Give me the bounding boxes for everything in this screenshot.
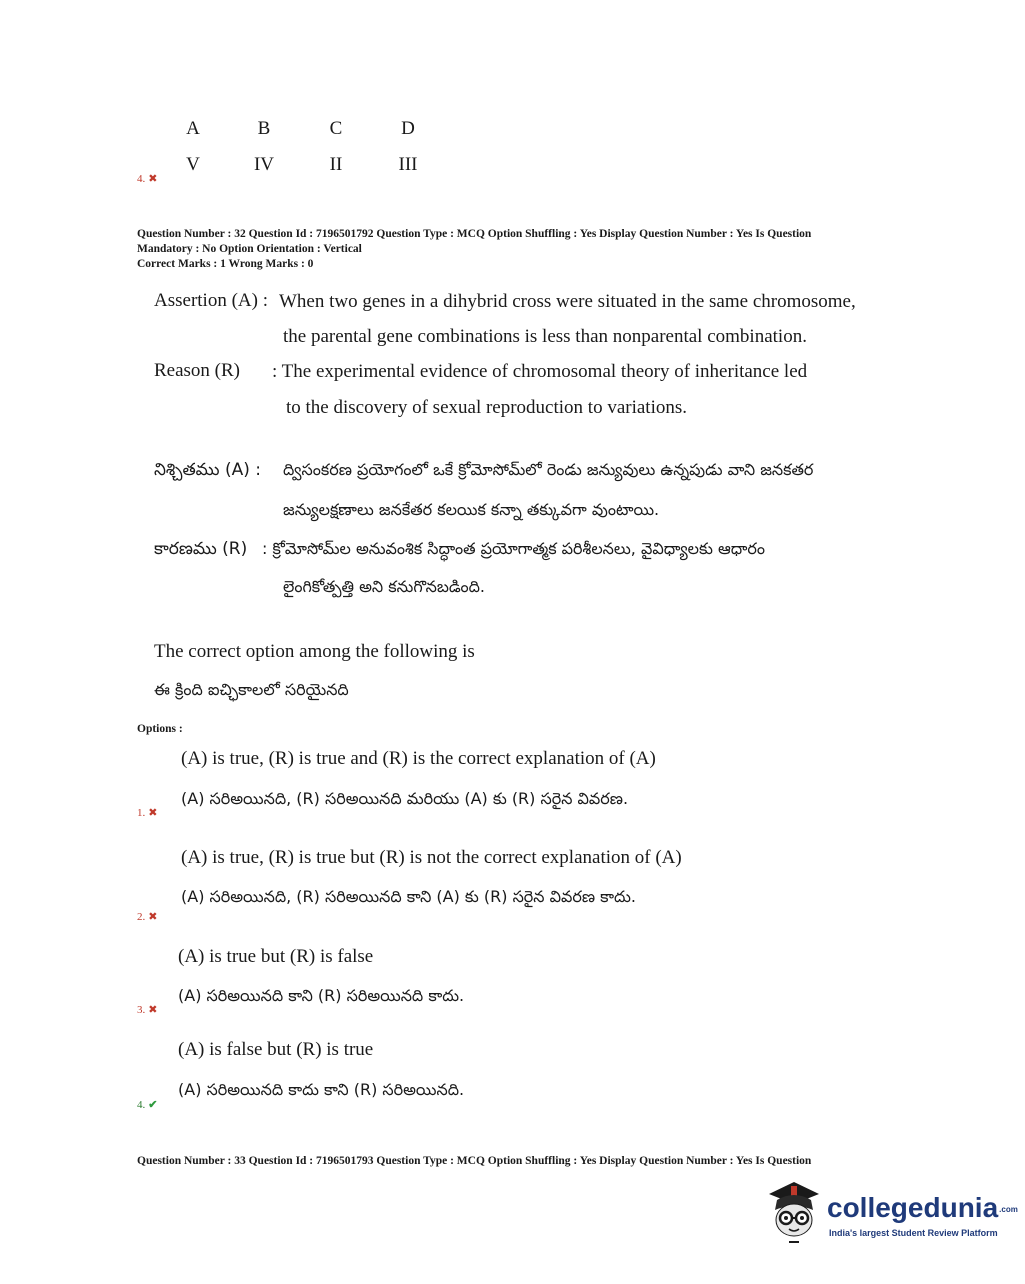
collegedunia-logo — [765, 1178, 1018, 1252]
te-assertion-text-line1: ద్విసంకరణ ప్రయోగంలో ఒకే క్రోమోసోమ్‌లో రెండు జన్యువులు ఉన్నపుడు వాని జనకతర — [283, 460, 814, 479]
option-4-number — [137, 1098, 157, 1111]
logo-wordmark — [827, 1192, 1018, 1224]
logo-tagline: India's largest Student Review Platform — [829, 1228, 998, 1238]
next-question-meta: Question Number : 33 Question Id : 7196501793 Question Type : MCQ Option Shuffling : Yes Display Question Number : Yes Is Question — [137, 1155, 812, 1167]
option-2-te: (A) సరిఅయినది, (R) సరిఅయినది కాని (A) కు (R) సరైన వివరణ కాదు. — [181, 887, 636, 906]
cross-icon: ✖ — [148, 173, 158, 185]
logo-suffix: .com — [999, 1205, 1018, 1215]
cross-icon: ✖ — [148, 807, 158, 819]
logo-name: collegedunia — [827, 1192, 999, 1223]
cross-icon: ✖ — [148, 1004, 158, 1016]
option-number-label: 3. — [137, 1004, 146, 1016]
reason-text-line2: to the discovery of sexual reproduction to variations. — [286, 397, 688, 418]
match-letter-c: C — [329, 118, 343, 139]
option-4-en: (A) is false but (R) is true — [178, 1039, 374, 1060]
prev-option-number — [137, 172, 157, 185]
prompt-en: The correct option among the following is — [154, 641, 475, 662]
cross-icon: ✖ — [148, 911, 158, 923]
option-number-label: 4. — [137, 1099, 146, 1111]
te-reason-label: కారణము (R) — [154, 539, 248, 559]
match-roman-a: V — [186, 154, 200, 175]
option-number-label: 1. — [137, 807, 146, 819]
option-3-en: (A) is true but (R) is false — [178, 946, 374, 967]
option-number-label: 4. — [137, 173, 146, 185]
match-letter-a: A — [186, 118, 200, 139]
option-2-number — [137, 910, 157, 923]
meta-line-1: Question Number : 32 Question Id : 7196501792 Question Type : MCQ Option Shuffling : Yes Display Question Number : Yes Is Question — [137, 228, 812, 240]
prompt-te: ఈ క్రింది ఐచ్ఛికాలలో సరియైనది — [154, 680, 349, 699]
option-1-te: (A) సరిఅయినది, (R) సరిఅయినది మరియు (A) కు (R) సరైన వివరణ. — [181, 789, 629, 808]
option-4-te: (A) సరిఅయినది కాదు కాని (R) సరిఅయినది. — [178, 1080, 465, 1099]
meta-line-2: Mandatory : No Option Orientation : Vertical — [137, 243, 362, 255]
te-reason-text-line2: లైంగికోత్పత్తి అని కనుగొనబడింది. — [283, 577, 486, 596]
te-reason-text-line1: : క్రోమోసోమ్‌ల అనువంశిక సిద్ధాంత ప్రయోగాత్మక పరిశీలనలు, వైవిధ్యాలకు ఆధారం — [262, 539, 765, 558]
match-roman-b: IV — [253, 154, 275, 175]
te-assertion-text-line2: జన్యులక్షణాలు జనకేతర కలయిక కన్నా తక్కువగా వుంటాయి. — [283, 500, 660, 519]
assertion-label: Assertion (A) : — [154, 290, 268, 311]
reason-text-line1: : The experimental evidence of chromosomal theory of inheritance led — [272, 361, 808, 382]
option-3-te: (A) సరిఅయినది కాని (R) సరిఅయినది కాదు. — [178, 986, 465, 1005]
option-2-en: (A) is true, (R) is true but (R) is not the correct explanation of (A) — [181, 847, 682, 868]
te-assertion-label: నిశ్చితము (A) : — [154, 460, 261, 480]
match-roman-d: III — [398, 154, 418, 175]
option-3-number — [137, 1003, 157, 1016]
meta-line-3: Correct Marks : 1 Wrong Marks : 0 — [137, 258, 314, 270]
options-label: Options : — [137, 723, 183, 735]
match-letter-b: B — [257, 118, 271, 139]
assertion-text-line2: the parental gene combinations is less than nonparental combination. — [283, 326, 807, 347]
match-letter-d: D — [401, 118, 415, 139]
match-roman-c: II — [329, 154, 343, 175]
option-number-label: 2. — [137, 911, 146, 923]
assertion-text-line1: When two genes in a dihybrid cross were situated in the same chromosome, — [279, 291, 856, 312]
check-icon: ✔ — [148, 1099, 158, 1111]
option-1-number — [137, 806, 157, 819]
question-meta — [137, 227, 907, 272]
option-1-en: (A) is true, (R) is true and (R) is the correct explanation of (A) — [181, 748, 656, 769]
reason-label: Reason (R) — [154, 360, 241, 381]
mascot-icon — [765, 1180, 823, 1246]
